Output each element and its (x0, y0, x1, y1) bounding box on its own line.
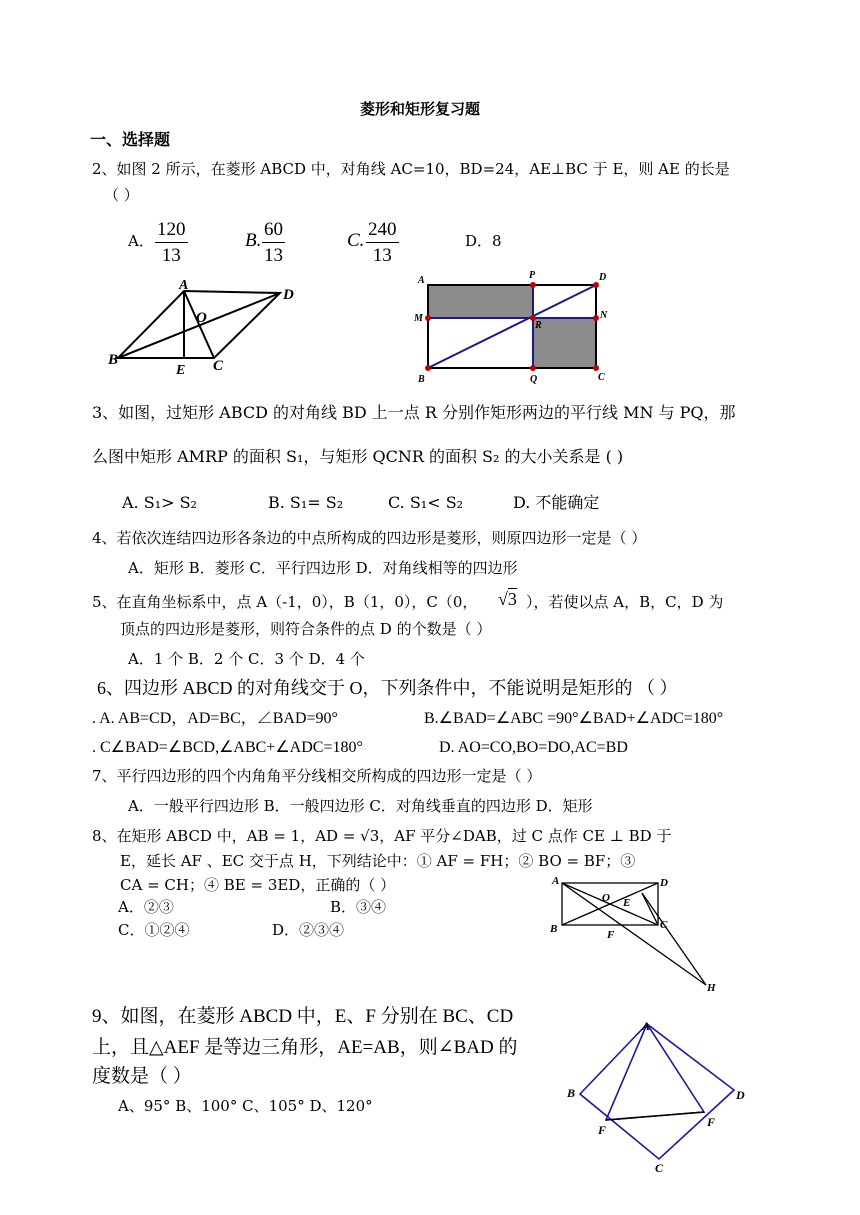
fig9-label-f: F (707, 1115, 716, 1129)
q3-option-a: A. S₁> S₂ (122, 493, 197, 512)
fig8-label-a: A (552, 875, 560, 887)
q3-option-d: D. 不能确定 (513, 493, 600, 512)
fig8-label-b: B (550, 923, 558, 935)
q9-options: A、95° B、100° C、105° D、120° (118, 1097, 373, 1115)
q9-stem-line1: 9、如图，在菱形 ABCD 中，E、F 分别在 BC、CD (92, 1006, 514, 1027)
section-heading: 一、选择题 (90, 130, 171, 149)
q4-options: A．矩形 B．菱形 C．平行四边形 D．对角线相等的四边形 (128, 559, 518, 577)
q8-stem-line3: CA = CH；④ BE = 3ED，正确的（ ） (120, 876, 396, 894)
q3-stem-line2: 么图中矩形 AMRP 的面积 S₁，与矩形 QCNR 的面积 S₂ 的大小关系是 ( ) (92, 447, 624, 466)
fig3-label-a: A (418, 275, 425, 286)
fig3-label-c: C (598, 372, 605, 383)
q2-stem-line2: （ ） (104, 186, 139, 204)
q8-option-a: A．②③ (118, 898, 174, 916)
q6-stem: 6、四边形 ABCD 的对角线交于 O，下列条件中，不能说明是矩形的 （ ） (97, 678, 678, 698)
q2-option-c-label: C. (347, 230, 365, 251)
q5-sqrt-3: √3 (498, 589, 517, 609)
q4-stem: 4、若依次连结四边形各条边的中点所构成的四边形是菱形，则原四边形一定是（ ） (92, 529, 647, 547)
q3-option-b: B. S₁= S₂ (268, 493, 344, 512)
fig2-label-e: E (176, 363, 186, 378)
q7-stem: 7、平行四边形的四个内角角平分线相交所构成的四边形一定是（ ） (92, 767, 542, 785)
q6-option-a: . A. AB=CD，AD=BC，∠BAD=90° (92, 710, 338, 727)
fig9-label-a: A (642, 1019, 651, 1033)
q5-stem-line1a: 5、在直角坐标系中，点 A（-1，0），B（1，0），C（0， (92, 593, 478, 611)
q5-options: A．1 个 B．2 个 C．3 个 D．4 个 (128, 650, 365, 668)
q8-option-c: C．①②④ (118, 921, 190, 939)
q8-option-b: B．③④ (330, 898, 387, 916)
fig3-label-n: N (600, 310, 608, 321)
q9-stem-line3: 度数是（ ） (92, 1066, 192, 1087)
fig3-label-d: D (599, 272, 607, 283)
fig2-label-c: C (213, 358, 224, 374)
q3-stem-line1: 3、如图，过矩形 ABCD 的对角线 BD 上一点 R 分别作矩形两边的平行线 MN 与 PQ，那 (92, 403, 736, 422)
q2-stem-line1: 2、如图 2 所示，在菱形 ABCD 中，对角线 AC=10，BD=24，AE⊥BC 于 E，则 AE 的长是 (92, 160, 730, 178)
fig9-label-e: F (598, 1123, 607, 1137)
fig8-label-f: F (607, 929, 615, 941)
q7-options: A．一般平行四边形 B．一般四边形 C．对角线垂直的四边形 D．矩形 (128, 797, 593, 815)
fig2-label-o: O (196, 310, 207, 326)
q6-option-d: D. AO=CO,BO=DO,AC=BD (439, 739, 628, 756)
fig3-label-r: R (535, 320, 542, 331)
fig3-label-m: M (414, 313, 423, 324)
q6-option-c: . C∠BAD=∠BCD,∠ABC+∠ADC=180° (92, 739, 363, 756)
q9-stem-line2: 上，且△AEF 是等边三角形，AE=AB，则∠BAD 的 (92, 1037, 518, 1058)
page-title: 菱形和矩形复习题 (360, 100, 481, 118)
fig3-label-b: B (418, 374, 425, 385)
fig8-label-e: E (623, 897, 631, 909)
q2-option-b-label: B. (245, 230, 262, 251)
fig9-label-b: B (567, 1086, 576, 1100)
fig2-label-d: D (283, 287, 294, 303)
fig2-label-b: B (108, 352, 119, 368)
fig8-label-c: C (660, 919, 668, 931)
q8-stem-line1: 8、在矩形 ABCD 中，AB = 1，AD = √3，AF 平分∠DAB，过 C 点作 CE ⊥ BD 于 (92, 827, 672, 845)
q8-option-d: D．②③④ (272, 921, 345, 939)
q2-option-a-fraction: $\frac{120}{13}$ (157, 219, 186, 266)
fig2-label-a: A (179, 278, 189, 293)
fig3-label-p: P (529, 270, 536, 281)
q8-stem-line2: E，延长 AF 、EC 交于点 H，下列结论中：① AF = FH；② BO = BF；③ (120, 852, 636, 870)
q2-option-c-fraction: $\frac{240}{13}$ (368, 219, 397, 266)
q6-option-b: B.∠BAD=∠ABC =90°∠BAD+∠ADC=180° (424, 710, 724, 727)
fig8-label-o: O (602, 892, 610, 904)
fig9-label-c: C (655, 1161, 664, 1175)
q5-stem-line1b: ），若使以点 A，B，C，D 为 (526, 593, 724, 611)
q3-option-c: C. S₁< S₂ (388, 493, 464, 512)
q2-option-d: D．8 (465, 232, 502, 250)
fig8-label-d: D (660, 877, 668, 889)
q2-option-a-label: A． (128, 232, 154, 250)
q5-stem-line2: 顶点的四边形是菱形，则符合条件的点 D 的个数是（ ） (120, 620, 492, 638)
fig8-label-h: H (707, 982, 716, 994)
fig9-label-d: D (736, 1088, 745, 1102)
fig3-label-q: Q (530, 374, 538, 385)
q2-option-b-fraction: $\frac{60}{13}$ (264, 219, 283, 266)
